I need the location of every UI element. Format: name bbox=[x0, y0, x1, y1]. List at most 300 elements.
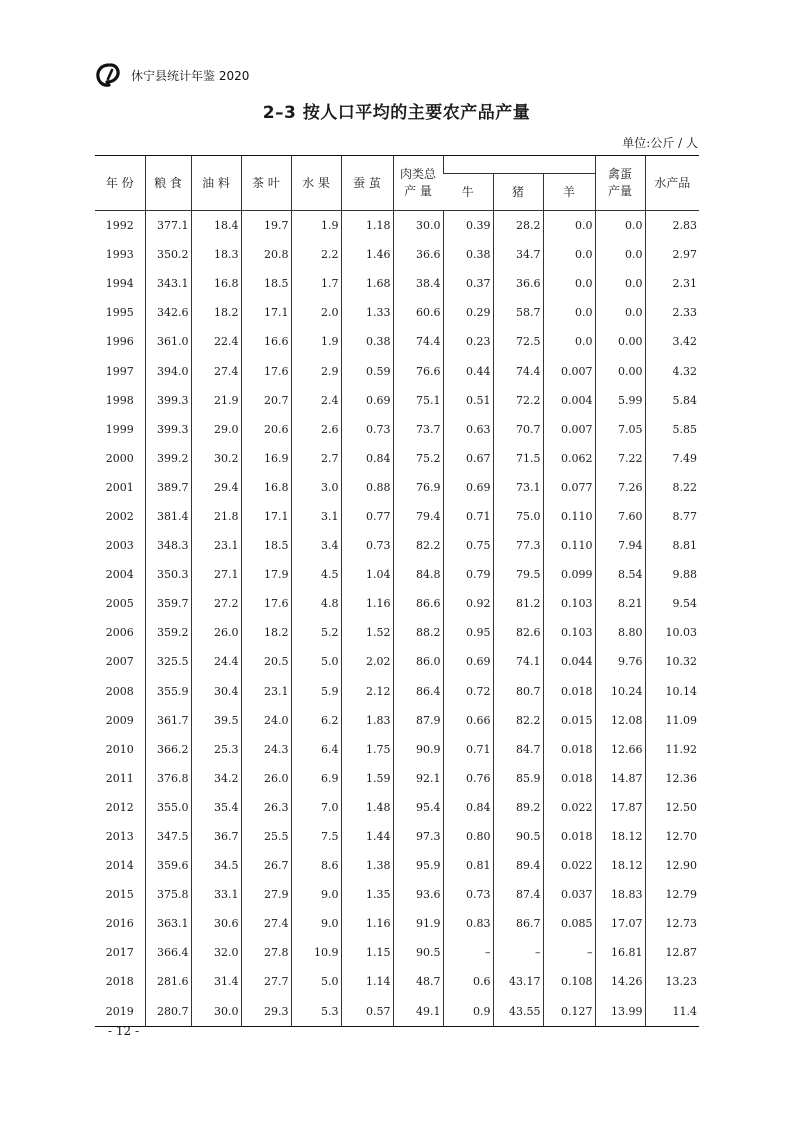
row-year: 2003 bbox=[105, 539, 134, 553]
table-cell: 0.007 bbox=[543, 356, 595, 385]
table-cell: 11.92 bbox=[645, 735, 699, 764]
table-cell: 0.57 bbox=[341, 997, 393, 1027]
table-cell: 12.70 bbox=[645, 822, 699, 851]
table-cell: 11.4 bbox=[645, 997, 699, 1027]
table-cell: 95.4 bbox=[393, 793, 443, 822]
table-cell: 1.15 bbox=[341, 938, 393, 967]
table-cell: 36.7 bbox=[191, 822, 241, 851]
table-row bbox=[95, 793, 699, 822]
table-cell: 0.84 bbox=[443, 793, 493, 822]
table-row bbox=[95, 589, 699, 618]
table-cell: 2.31 bbox=[645, 269, 699, 298]
table-row bbox=[95, 706, 699, 735]
table-cell: 0.69 bbox=[443, 473, 493, 502]
table-cell: 0.51 bbox=[443, 386, 493, 415]
table-cell: 30.6 bbox=[191, 909, 241, 938]
table-cell: – bbox=[543, 938, 595, 967]
table-cell: 74.1 bbox=[493, 647, 543, 676]
table-cell: 1.14 bbox=[341, 967, 393, 996]
table-cell: 0.0 bbox=[543, 211, 595, 241]
table-cell: 43.55 bbox=[493, 997, 543, 1027]
table-cell: 72.5 bbox=[493, 327, 543, 356]
table-row bbox=[95, 473, 699, 502]
table-cell: 80.7 bbox=[493, 677, 543, 706]
table-cell: 38.4 bbox=[393, 269, 443, 298]
table-cell: 0.007 bbox=[543, 415, 595, 444]
table-cell: 73.7 bbox=[393, 415, 443, 444]
table-cell: 394.0 bbox=[145, 356, 191, 385]
table-cell: 0.79 bbox=[443, 560, 493, 589]
row-year: 2007 bbox=[105, 655, 134, 669]
table-cell: 36.6 bbox=[393, 240, 443, 269]
table-cell: 17.9 bbox=[241, 560, 291, 589]
table-cell: 8.80 bbox=[595, 618, 645, 647]
table-cell: 3.0 bbox=[291, 473, 341, 502]
table-cell: 8.22 bbox=[645, 473, 699, 502]
table-cell: 0.38 bbox=[443, 240, 493, 269]
col-header-year: 年 份 bbox=[95, 156, 145, 211]
table-cell: 399.3 bbox=[145, 386, 191, 415]
table-row bbox=[95, 415, 699, 444]
table-cell: 24.0 bbox=[241, 706, 291, 735]
table-cell: 7.94 bbox=[595, 531, 645, 560]
table-row bbox=[95, 997, 699, 1027]
table-cell: 29.0 bbox=[191, 415, 241, 444]
table-cell: 7.0 bbox=[291, 793, 341, 822]
table-cell: 2.83 bbox=[645, 211, 699, 241]
table-cell: 18.3 bbox=[191, 240, 241, 269]
table-cell: 12.66 bbox=[595, 735, 645, 764]
table-cell: 35.4 bbox=[191, 793, 241, 822]
row-year: 2000 bbox=[105, 451, 134, 465]
table-cell: 0.0 bbox=[543, 298, 595, 327]
table-cell: 10.24 bbox=[595, 677, 645, 706]
table-cell: 359.2 bbox=[145, 618, 191, 647]
table-cell: 18.2 bbox=[191, 298, 241, 327]
row-year: 1998 bbox=[105, 393, 134, 407]
table-cell: 0.71 bbox=[443, 735, 493, 764]
row-year: 2009 bbox=[105, 713, 134, 727]
table-cell: 376.8 bbox=[145, 764, 191, 793]
table-cell: 381.4 bbox=[145, 502, 191, 531]
col-header-pork: 猪 bbox=[493, 174, 543, 211]
col-header-silk: 蚕 茧 bbox=[341, 156, 393, 211]
col-header-beef: 牛 bbox=[443, 174, 493, 211]
table-cell: 24.3 bbox=[241, 735, 291, 764]
table-cell: 0.0 bbox=[595, 298, 645, 327]
table-cell: 73.1 bbox=[493, 473, 543, 502]
table-cell: 29.4 bbox=[191, 473, 241, 502]
table-cell: 16.8 bbox=[241, 473, 291, 502]
table-cell: 0.84 bbox=[341, 444, 393, 473]
table-cell: 2.12 bbox=[341, 677, 393, 706]
table-cell: 39.5 bbox=[191, 706, 241, 735]
unit-label: 单位:公斤 / 人 bbox=[622, 136, 698, 150]
table-cell: 10.9 bbox=[291, 938, 341, 967]
book-title: 休宁县统计年鉴 2020 bbox=[131, 68, 250, 83]
table-cell: 3.1 bbox=[291, 502, 341, 531]
table-cell: 27.4 bbox=[191, 356, 241, 385]
table-cell: 89.4 bbox=[493, 851, 543, 880]
table-cell: 389.7 bbox=[145, 473, 191, 502]
table-row bbox=[95, 444, 699, 473]
table-cell: 5.3 bbox=[291, 997, 341, 1027]
table-row bbox=[95, 618, 699, 647]
table-row bbox=[95, 822, 699, 851]
table-cell: 363.1 bbox=[145, 909, 191, 938]
table-cell: 32.0 bbox=[191, 938, 241, 967]
table-cell: 34.2 bbox=[191, 764, 241, 793]
table-cell: 0.73 bbox=[341, 531, 393, 560]
table-cell: 0.67 bbox=[443, 444, 493, 473]
table-cell: 9.54 bbox=[645, 589, 699, 618]
table-cell: 2.7 bbox=[291, 444, 341, 473]
table-cell: 13.99 bbox=[595, 997, 645, 1027]
table-cell: 14.26 bbox=[595, 967, 645, 996]
table-cell: 1.83 bbox=[341, 706, 393, 735]
table-cell: 82.6 bbox=[493, 618, 543, 647]
col-header-mutton: 羊 bbox=[543, 174, 595, 211]
table-cell: 6.9 bbox=[291, 764, 341, 793]
table-cell: 5.0 bbox=[291, 647, 341, 676]
table-cell: 87.9 bbox=[393, 706, 443, 735]
table-row bbox=[95, 909, 699, 938]
table-cell: 30.0 bbox=[191, 997, 241, 1027]
table-cell: 1.44 bbox=[341, 822, 393, 851]
table-cell: 6.2 bbox=[291, 706, 341, 735]
table-cell: 86.7 bbox=[493, 909, 543, 938]
table-cell: 18.83 bbox=[595, 880, 645, 909]
table-cell: 0.71 bbox=[443, 502, 493, 531]
row-year: 2008 bbox=[105, 684, 134, 698]
table-cell: 1.48 bbox=[341, 793, 393, 822]
table-cell: 0.29 bbox=[443, 298, 493, 327]
table-cell: 0.110 bbox=[543, 531, 595, 560]
table-cell: 89.2 bbox=[493, 793, 543, 822]
table-cell: 43.17 bbox=[493, 967, 543, 996]
row-year: 2018 bbox=[105, 975, 134, 989]
table-cell: 0.103 bbox=[543, 618, 595, 647]
table-row bbox=[95, 938, 699, 967]
table-cell: 0.72 bbox=[443, 677, 493, 706]
table-cell: 361.0 bbox=[145, 327, 191, 356]
table-cell: 14.87 bbox=[595, 764, 645, 793]
row-year: 1992 bbox=[105, 219, 134, 233]
table-cell: 366.2 bbox=[145, 735, 191, 764]
col-header-tea: 茶 叶 bbox=[241, 156, 291, 211]
table-cell: 0.015 bbox=[543, 706, 595, 735]
table-cell: 17.1 bbox=[241, 502, 291, 531]
table-cell: 22.4 bbox=[191, 327, 241, 356]
table-cell: 34.7 bbox=[493, 240, 543, 269]
table-cell: 8.81 bbox=[645, 531, 699, 560]
table-cell: 0.75 bbox=[443, 531, 493, 560]
table-cell: 25.5 bbox=[241, 822, 291, 851]
table-cell: 343.1 bbox=[145, 269, 191, 298]
table-row bbox=[95, 386, 699, 415]
row-year: 1997 bbox=[105, 364, 134, 378]
table-cell: 0.81 bbox=[443, 851, 493, 880]
table-cell: 3.42 bbox=[645, 327, 699, 356]
row-year: 2001 bbox=[105, 480, 134, 494]
table-cell: 399.2 bbox=[145, 444, 191, 473]
table-row bbox=[95, 240, 699, 269]
table-cell: 0.9 bbox=[443, 997, 493, 1027]
table-cell: 23.1 bbox=[191, 531, 241, 560]
table-cell: 5.99 bbox=[595, 386, 645, 415]
table-row bbox=[95, 356, 699, 385]
table-cell: 0.73 bbox=[341, 415, 393, 444]
table-cell: 355.0 bbox=[145, 793, 191, 822]
table-cell: 7.22 bbox=[595, 444, 645, 473]
data-table bbox=[95, 155, 699, 1027]
row-year: 2006 bbox=[105, 626, 134, 640]
table-cell: 4.32 bbox=[645, 356, 699, 385]
table-cell: 399.3 bbox=[145, 415, 191, 444]
table-row bbox=[95, 967, 699, 996]
table-row bbox=[95, 560, 699, 589]
table-cell: 31.4 bbox=[191, 967, 241, 996]
table-cell: 1.16 bbox=[341, 589, 393, 618]
table-cell: 280.7 bbox=[145, 997, 191, 1027]
yearbook-logo-icon bbox=[95, 62, 125, 88]
page-number: - 12 - bbox=[108, 1024, 140, 1038]
table-cell: 84.7 bbox=[493, 735, 543, 764]
table-cell: 0.83 bbox=[443, 909, 493, 938]
table-cell: 20.7 bbox=[241, 386, 291, 415]
table-cell: 30.2 bbox=[191, 444, 241, 473]
table-cell: 0.76 bbox=[443, 764, 493, 793]
table-cell: 92.1 bbox=[393, 764, 443, 793]
table-row bbox=[95, 327, 699, 356]
row-year: 2013 bbox=[105, 830, 134, 844]
row-year: 2010 bbox=[105, 742, 134, 756]
table-body bbox=[95, 211, 699, 1027]
table-cell: 21.8 bbox=[191, 502, 241, 531]
table-cell: 361.7 bbox=[145, 706, 191, 735]
table-cell: 29.3 bbox=[241, 997, 291, 1027]
table-cell: 72.2 bbox=[493, 386, 543, 415]
table-cell: 18.4 bbox=[191, 211, 241, 241]
table-cell: 0.37 bbox=[443, 269, 493, 298]
table-cell: 74.4 bbox=[493, 356, 543, 385]
table-cell: 0.108 bbox=[543, 967, 595, 996]
row-year: 2005 bbox=[105, 597, 134, 611]
table-cell: 17.87 bbox=[595, 793, 645, 822]
table-cell: 10.32 bbox=[645, 647, 699, 676]
table-cell: 21.9 bbox=[191, 386, 241, 415]
table-cell: 12.79 bbox=[645, 880, 699, 909]
table-cell: 95.9 bbox=[393, 851, 443, 880]
table-cell: 0.037 bbox=[543, 880, 595, 909]
page-title: 2–3 按人口平均的主要农产品产量 bbox=[262, 103, 531, 123]
table-cell: 36.6 bbox=[493, 269, 543, 298]
table-cell: 3.4 bbox=[291, 531, 341, 560]
table-cell: 1.7 bbox=[291, 269, 341, 298]
table-cell: 0.73 bbox=[443, 880, 493, 909]
table-cell: 2.97 bbox=[645, 240, 699, 269]
table-cell: 90.5 bbox=[493, 822, 543, 851]
table-cell: 12.50 bbox=[645, 793, 699, 822]
table-cell: 0.0 bbox=[595, 211, 645, 241]
table-cell: 0.018 bbox=[543, 822, 595, 851]
table-cell: 9.88 bbox=[645, 560, 699, 589]
table-cell: 0.004 bbox=[543, 386, 595, 415]
table-cell: 2.0 bbox=[291, 298, 341, 327]
table-cell: 0.95 bbox=[443, 618, 493, 647]
table-cell: 10.03 bbox=[645, 618, 699, 647]
table-cell: 0.66 bbox=[443, 706, 493, 735]
row-year: 2019 bbox=[95, 997, 145, 1027]
table-cell: 348.3 bbox=[145, 531, 191, 560]
table-cell: 86.4 bbox=[393, 677, 443, 706]
col-header-meat-group bbox=[443, 156, 595, 174]
table-cell: 7.60 bbox=[595, 502, 645, 531]
table-cell: 49.1 bbox=[393, 997, 443, 1027]
table-row bbox=[95, 211, 699, 241]
table-cell: 8.6 bbox=[291, 851, 341, 880]
table-row bbox=[95, 764, 699, 793]
table-cell: 0.099 bbox=[543, 560, 595, 589]
table-cell: 58.7 bbox=[493, 298, 543, 327]
table-cell: – bbox=[443, 938, 493, 967]
table-cell: 28.2 bbox=[493, 211, 543, 241]
table-cell: 281.6 bbox=[145, 967, 191, 996]
table-cell: 0.00 bbox=[595, 327, 645, 356]
table-cell: 79.5 bbox=[493, 560, 543, 589]
table-cell: 16.9 bbox=[241, 444, 291, 473]
table-cell: 20.6 bbox=[241, 415, 291, 444]
table-cell: 30.4 bbox=[191, 677, 241, 706]
table-cell: 4.5 bbox=[291, 560, 341, 589]
table-cell: 5.9 bbox=[291, 677, 341, 706]
table-row bbox=[95, 851, 699, 880]
table-cell: 0.0 bbox=[543, 269, 595, 298]
table-cell: 30.0 bbox=[393, 211, 443, 241]
table-cell: 1.46 bbox=[341, 240, 393, 269]
table-cell: 5.2 bbox=[291, 618, 341, 647]
table-cell: 81.2 bbox=[493, 589, 543, 618]
table-cell: 0.59 bbox=[341, 356, 393, 385]
table-cell: 26.0 bbox=[241, 764, 291, 793]
table-cell: 27.9 bbox=[241, 880, 291, 909]
table-cell: 70.7 bbox=[493, 415, 543, 444]
col-header-grain: 粮 食 bbox=[145, 156, 191, 211]
table-cell: 12.73 bbox=[645, 909, 699, 938]
table-cell: 2.4 bbox=[291, 386, 341, 415]
row-year: 1999 bbox=[105, 422, 134, 436]
table-cell: 7.05 bbox=[595, 415, 645, 444]
table-cell: 24.4 bbox=[191, 647, 241, 676]
table-cell: 0.103 bbox=[543, 589, 595, 618]
table-cell: 7.26 bbox=[595, 473, 645, 502]
table-cell: 0.0 bbox=[543, 327, 595, 356]
table-cell: 1.04 bbox=[341, 560, 393, 589]
table-cell: 16.81 bbox=[595, 938, 645, 967]
table-cell: 25.3 bbox=[191, 735, 241, 764]
table-cell: 1.9 bbox=[291, 327, 341, 356]
row-year: 1993 bbox=[105, 248, 134, 262]
table-cell: 4.8 bbox=[291, 589, 341, 618]
table-cell: 6.4 bbox=[291, 735, 341, 764]
row-year: 1996 bbox=[105, 335, 134, 349]
row-year: 2011 bbox=[105, 771, 134, 785]
table-cell: 347.5 bbox=[145, 822, 191, 851]
table-cell: 17.6 bbox=[241, 356, 291, 385]
table-cell: 1.59 bbox=[341, 764, 393, 793]
table-cell: 9.0 bbox=[291, 909, 341, 938]
table-cell: 9.0 bbox=[291, 880, 341, 909]
row-year: 1995 bbox=[105, 306, 134, 320]
table-cell: 74.4 bbox=[393, 327, 443, 356]
table-cell: 1.16 bbox=[341, 909, 393, 938]
table-row bbox=[95, 269, 699, 298]
table-cell: 0.00 bbox=[595, 356, 645, 385]
table-cell: 0.38 bbox=[341, 327, 393, 356]
table-cell: 76.6 bbox=[393, 356, 443, 385]
table-cell: 0.69 bbox=[443, 647, 493, 676]
table-row bbox=[95, 531, 699, 560]
table-row bbox=[95, 880, 699, 909]
table-cell: 23.1 bbox=[241, 677, 291, 706]
table-cell: 375.8 bbox=[145, 880, 191, 909]
table-cell: 342.6 bbox=[145, 298, 191, 327]
table-cell: 0.127 bbox=[543, 997, 595, 1027]
table-cell: 1.68 bbox=[341, 269, 393, 298]
table-cell: 75.1 bbox=[393, 386, 443, 415]
table-cell: 0.077 bbox=[543, 473, 595, 502]
table-cell: 82.2 bbox=[493, 706, 543, 735]
table-cell: 26.3 bbox=[241, 793, 291, 822]
table-cell: 71.5 bbox=[493, 444, 543, 473]
table-cell: 1.35 bbox=[341, 880, 393, 909]
table-cell: 18.12 bbox=[595, 851, 645, 880]
table-cell: 20.8 bbox=[241, 240, 291, 269]
table-cell: 84.8 bbox=[393, 560, 443, 589]
table-cell: 27.1 bbox=[191, 560, 241, 589]
table-row bbox=[95, 677, 699, 706]
col-header-aquatic: 水产品 bbox=[645, 156, 699, 211]
table-cell: 26.0 bbox=[191, 618, 241, 647]
table-cell: 2.33 bbox=[645, 298, 699, 327]
table-cell: 1.75 bbox=[341, 735, 393, 764]
table-cell: 7.5 bbox=[291, 822, 341, 851]
table-cell: 5.85 bbox=[645, 415, 699, 444]
table-cell: 17.07 bbox=[595, 909, 645, 938]
table-row bbox=[95, 502, 699, 531]
table-cell: 0.018 bbox=[543, 677, 595, 706]
table-cell: – bbox=[493, 938, 543, 967]
table-cell: 18.2 bbox=[241, 618, 291, 647]
table-cell: 27.8 bbox=[241, 938, 291, 967]
table-cell: 85.9 bbox=[493, 764, 543, 793]
row-year: 2015 bbox=[105, 888, 134, 902]
table-cell: 79.4 bbox=[393, 502, 443, 531]
row-year: 2017 bbox=[105, 946, 134, 960]
table-cell: 0.0 bbox=[595, 240, 645, 269]
table-row bbox=[95, 298, 699, 327]
table-row bbox=[95, 735, 699, 764]
table-cell: 350.3 bbox=[145, 560, 191, 589]
table-cell: 16.6 bbox=[241, 327, 291, 356]
table-cell: 0.022 bbox=[543, 851, 595, 880]
table-cell: 86.0 bbox=[393, 647, 443, 676]
row-year: 2014 bbox=[105, 859, 134, 873]
table-cell: 8.21 bbox=[595, 589, 645, 618]
table-cell: 27.4 bbox=[241, 909, 291, 938]
table-cell: 0.085 bbox=[543, 909, 595, 938]
table-cell: 12.36 bbox=[645, 764, 699, 793]
